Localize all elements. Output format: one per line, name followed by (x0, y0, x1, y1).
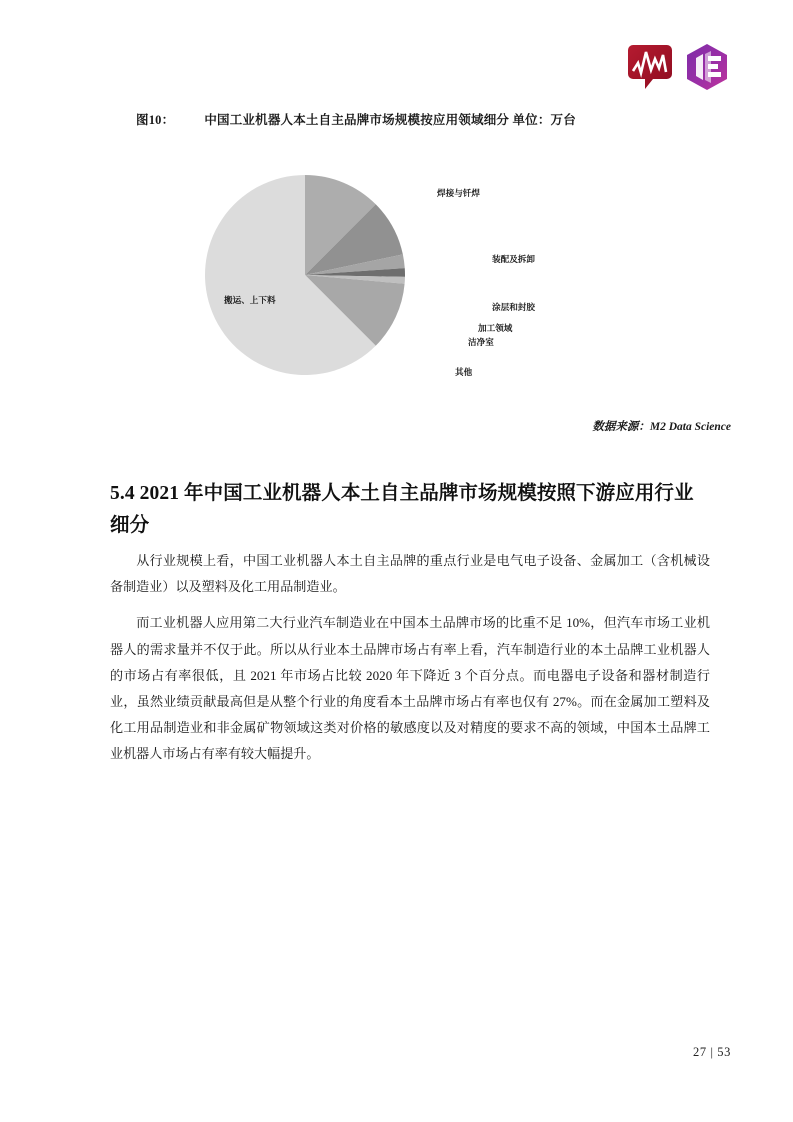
brand-logo (627, 42, 731, 92)
section-heading: 5.4 2021 年中国工业机器人本土自主品牌市场规模按照下游应用行业细分 (110, 483, 694, 536)
pie-chart (120, 150, 680, 400)
paragraph-2: 而工业机器人应用第二大行业汽车制造业在中国本土品牌市场的比重不足 10%，但汽车市场工业机器人的需求量并不仅于此。所以从行业本土品牌市场占有率上看，汽车制造行业的本土品牌工业机器人的市场占有率很低，且 2021 年市场占比较 2020 年下降近 3 个百分点。而电器电子设备和器材制造行业，虽然业绩贡献最高但是从整个行业的角度看本土品牌市场占有率也仅有 27%。而在金属加工塑料及化工用品制造业和非金属矿物领域这类对价格的敏感度以及对精度的要求不高的领域，中国本土品牌工业机器人市场占有率有较大幅提升。 (110, 615, 710, 762)
pie-label-1: 焊接与钎焊 (437, 188, 480, 198)
pie-chart-svg (120, 150, 680, 400)
pie-label-5: 洁净室 (468, 337, 494, 347)
pie-label-6: 其他 (455, 367, 473, 377)
red-speech-bubble-waveform-logo (627, 43, 673, 91)
figure-caption-text: 中国工业机器人本土自主品牌市场规模按应用领域细分 单位：万台 (204, 113, 576, 127)
body-text (110, 548, 710, 778)
figure-caption (136, 110, 733, 128)
purple-hexagon-cube-logo (683, 42, 731, 92)
data-source: 数据来源：M2 Data Science (592, 421, 731, 433)
pie-label-2: 装配及拆卸 (492, 254, 535, 264)
page-number: 27 | 53 (693, 1045, 731, 1059)
pie-label-7: 搬运、上下料 (224, 295, 276, 305)
pie-label-3: 涂层和封胶 (492, 302, 535, 312)
figure-number: 图10： (136, 113, 175, 127)
pie-label-4: 加工领域 (478, 323, 513, 333)
paragraph-1: 从行业规模上看，中国工业机器人本土自主品牌的重点行业是电气电子设备、金属加工（含机械设备制造业）以及塑料及化工用品制造业。 (110, 553, 710, 595)
